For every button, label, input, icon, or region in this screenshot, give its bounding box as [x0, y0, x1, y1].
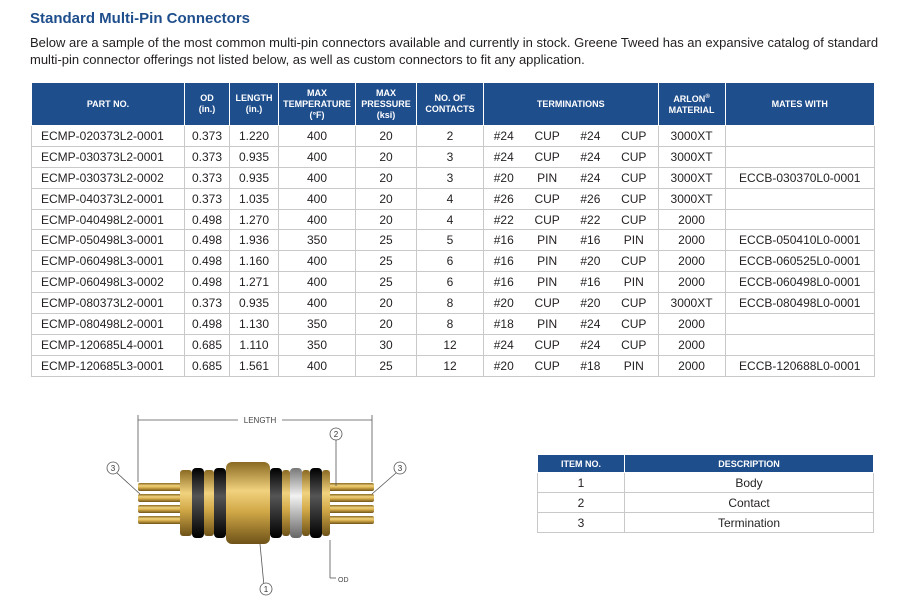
- cell-length: 1.270: [230, 209, 279, 230]
- cell-part-no: ECMP-080498L2-0001: [32, 314, 185, 335]
- cell-mates-with: [725, 334, 874, 355]
- cell-length: 1.936: [230, 230, 279, 251]
- items-row: [538, 513, 874, 533]
- cell-max-pressure: 20: [356, 167, 417, 188]
- cell-part-no: ECMP-120685L4-0001: [32, 334, 185, 355]
- cell-term-1-type: CUP: [524, 209, 571, 230]
- items-cell-desc: Contact: [625, 493, 874, 513]
- cell-term-1-type: CUP: [524, 293, 571, 314]
- cell-term-1-type: CUP: [524, 188, 571, 209]
- callout-1-label: 1: [263, 585, 269, 594]
- connectors-table: [31, 82, 875, 377]
- table-row: [32, 251, 875, 272]
- cell-od: 0.685: [185, 334, 230, 355]
- header-mates-label: MATES WITH: [771, 98, 828, 109]
- cell-max-pressure: 20: [356, 126, 417, 147]
- cell-material: 2000: [658, 230, 725, 251]
- cell-max-temp: 350: [279, 334, 356, 355]
- cell-max-pressure: 30: [356, 334, 417, 355]
- cell-term-1-gauge: #22: [484, 209, 524, 230]
- header-length: [230, 83, 279, 126]
- items-cell-item: 1: [538, 473, 625, 493]
- cell-max-pressure: 20: [356, 209, 417, 230]
- table-row: [32, 293, 875, 314]
- cell-part-no: ECMP-040373L2-0001: [32, 188, 185, 209]
- cell-od: 0.498: [185, 251, 230, 272]
- cell-max-temp: 400: [279, 251, 356, 272]
- cell-contacts: 12: [417, 355, 484, 376]
- header-max-pressure-label2: PRESSURE: [361, 98, 411, 109]
- items-table-body: [538, 473, 874, 533]
- header-max-pressure: [356, 83, 417, 126]
- cell-term-1-type: PIN: [524, 272, 571, 293]
- header-max-temp-unit: (°F): [309, 109, 325, 120]
- cell-mates-with: ECCB-060525L0-0001: [725, 251, 874, 272]
- cell-od: 0.373: [185, 167, 230, 188]
- header-max-temp: [279, 83, 356, 126]
- cell-term-1-type: PIN: [524, 251, 571, 272]
- items-cell-desc: Termination: [625, 513, 874, 533]
- header-material-reg: ®: [705, 94, 710, 100]
- cell-material: 2000: [658, 272, 725, 293]
- cell-max-pressure: 25: [356, 251, 417, 272]
- table-row: [32, 272, 875, 293]
- cell-od: 0.498: [185, 230, 230, 251]
- cell-part-no: ECMP-120685L3-0001: [32, 355, 185, 376]
- cell-mates-with: [725, 188, 874, 209]
- cell-term-2-gauge: #20: [571, 293, 610, 314]
- cell-part-no: ECMP-060498L3-0001: [32, 251, 185, 272]
- cell-term-1-gauge: #20: [484, 355, 524, 376]
- cell-term-2-type: PIN: [610, 272, 658, 293]
- cell-part-no: ECMP-050498L3-0001: [32, 230, 185, 251]
- header-od-unit: (in.): [198, 104, 216, 114]
- od-label: OD: [338, 577, 349, 584]
- cell-max-pressure: 25: [356, 355, 417, 376]
- cell-term-1-gauge: #16: [484, 230, 524, 251]
- cell-contacts: 3: [417, 167, 484, 188]
- cell-term-2-type: CUP: [610, 167, 658, 188]
- cell-term-1-gauge: #20: [484, 167, 524, 188]
- cell-term-1-gauge: #20: [484, 293, 524, 314]
- cell-length: 1.160: [230, 251, 279, 272]
- cell-term-1-gauge: #24: [484, 146, 524, 167]
- cell-length: 1.035: [230, 188, 279, 209]
- od-dimension: [330, 540, 349, 584]
- table-row: [32, 230, 875, 251]
- items-row: [538, 493, 874, 513]
- cell-mates-with: [725, 209, 874, 230]
- cell-contacts: 8: [417, 314, 484, 335]
- header-contacts-label: NO. OF: [434, 93, 466, 103]
- cell-term-1-type: CUP: [524, 146, 571, 167]
- cell-mates-with: ECCB-120688L0-0001: [725, 355, 874, 376]
- cell-term-2-type: PIN: [610, 230, 658, 251]
- header-terminations-label: TERMINATIONS: [536, 98, 605, 109]
- cell-term-1-gauge: #18: [484, 314, 524, 335]
- cell-max-temp: 350: [279, 230, 356, 251]
- cell-max-pressure: 20: [356, 293, 417, 314]
- cell-contacts: 4: [417, 188, 484, 209]
- cell-contacts: 6: [417, 251, 484, 272]
- cell-contacts: 12: [417, 334, 484, 355]
- items-cell-item: 3: [538, 513, 625, 533]
- callout-2: [330, 428, 342, 486]
- cell-length: 1.130: [230, 314, 279, 335]
- cell-contacts: 3: [417, 146, 484, 167]
- cell-material: 2000: [658, 209, 725, 230]
- items-row: [538, 473, 874, 493]
- cell-od: 0.373: [185, 126, 230, 147]
- cell-length: 0.935: [230, 146, 279, 167]
- cell-term-2-type: CUP: [610, 314, 658, 335]
- intro-paragraph: Below are a sample of the most common multi-pin connectors available and currently in stock. Greene Tweed has an expansive catalog of standard multi-pin connector offerings not listed below, as well as custom connectors to fit any application.: [30, 35, 879, 67]
- cell-part-no: ECMP-080373L2-0001: [32, 293, 185, 314]
- header-max-temp-label2: TEMPERATURE: [283, 98, 351, 109]
- header-max-pressure-unit: (ksi): [376, 109, 396, 120]
- cell-term-2-gauge: #16: [571, 230, 610, 251]
- cell-max-temp: 400: [279, 355, 356, 376]
- cell-term-2-type: CUP: [610, 209, 658, 230]
- cell-contacts: 6: [417, 272, 484, 293]
- cell-term-1-type: CUP: [524, 126, 571, 147]
- header-od-label: OD: [200, 93, 214, 103]
- cell-length: 1.220: [230, 126, 279, 147]
- table-row: [32, 188, 875, 209]
- cell-term-2-gauge: #26: [571, 188, 610, 209]
- connector-diagram: [100, 410, 430, 600]
- items-cell-item: 2: [538, 493, 625, 513]
- cell-term-2-gauge: #24: [571, 126, 610, 147]
- cell-length: 1.561: [230, 355, 279, 376]
- cell-term-2-type: CUP: [610, 293, 658, 314]
- cell-mates-with: [725, 314, 874, 335]
- cell-material: 2000: [658, 334, 725, 355]
- cell-length: 0.935: [230, 293, 279, 314]
- connector-body: [180, 462, 330, 544]
- cell-term-1-type: CUP: [524, 334, 571, 355]
- table-row: [32, 209, 875, 230]
- cell-material: 2000: [658, 355, 725, 376]
- cell-max-temp: 400: [279, 293, 356, 314]
- cell-od: 0.373: [185, 188, 230, 209]
- cell-material: 2000: [658, 251, 725, 272]
- connectors-table-body: [32, 126, 875, 377]
- cell-max-temp: 400: [279, 188, 356, 209]
- table-row: [32, 355, 875, 376]
- cell-term-2-type: CUP: [610, 334, 658, 355]
- items-cell-desc: Body: [625, 473, 874, 493]
- cell-length: 0.935: [230, 167, 279, 188]
- header-part-no: [32, 83, 185, 126]
- cell-mates-with: ECCB-080498L0-0001: [725, 293, 874, 314]
- cell-material: 3000XT: [658, 293, 725, 314]
- callout-2-label: 2: [333, 430, 339, 439]
- table-header-row: [32, 83, 875, 126]
- table-row: [32, 314, 875, 335]
- cell-max-temp: 400: [279, 167, 356, 188]
- length-label: LENGTH: [243, 416, 277, 425]
- left-terminations: [138, 483, 184, 524]
- header-max-temp-label: MAX: [307, 87, 327, 98]
- header-material-label: ARLON: [673, 94, 706, 104]
- cell-mates-with: ECCB-030370L0-0001: [725, 167, 874, 188]
- cell-term-2-gauge: #20: [571, 251, 610, 272]
- cell-term-2-type: CUP: [610, 251, 658, 272]
- cell-mates-with: ECCB-050410L0-0001: [725, 230, 874, 251]
- header-max-pressure-label: MAX: [376, 87, 396, 98]
- cell-term-2-gauge: #24: [571, 167, 610, 188]
- cell-mates-with: [725, 126, 874, 147]
- header-terminations: [484, 83, 659, 126]
- cell-part-no: ECMP-060498L3-0002: [32, 272, 185, 293]
- items-header-desc: DESCRIPTION: [625, 455, 874, 473]
- items-table: [537, 454, 874, 533]
- cell-term-1-gauge: #26: [484, 188, 524, 209]
- cell-max-pressure: 20: [356, 314, 417, 335]
- cell-max-temp: 400: [279, 146, 356, 167]
- cell-term-1-gauge: #16: [484, 272, 524, 293]
- cell-term-2-gauge: #24: [571, 314, 610, 335]
- cell-material: 3000XT: [658, 167, 725, 188]
- cell-max-temp: 350: [279, 314, 356, 335]
- cell-od: 0.373: [185, 293, 230, 314]
- cell-term-1-type: PIN: [524, 167, 571, 188]
- cell-term-1-type: PIN: [524, 314, 571, 335]
- cell-term-1-gauge: #24: [484, 126, 524, 147]
- cell-contacts: 5: [417, 230, 484, 251]
- cell-term-2-type: CUP: [610, 188, 658, 209]
- cell-term-1-type: CUP: [524, 355, 571, 376]
- cell-max-pressure: 20: [356, 188, 417, 209]
- cell-term-2-type: CUP: [610, 126, 658, 147]
- cell-term-2-type: CUP: [610, 146, 658, 167]
- cell-part-no: ECMP-030373L2-0001: [32, 146, 185, 167]
- table-row: [32, 146, 875, 167]
- cell-term-2-type: PIN: [610, 355, 658, 376]
- cell-length: 1.110: [230, 334, 279, 355]
- callout-3-left: [107, 462, 140, 494]
- cell-material: 3000XT: [658, 146, 725, 167]
- header-mates-with: [725, 83, 874, 126]
- cell-material: 3000XT: [658, 126, 725, 147]
- header-length-unit: (in.): [245, 104, 263, 114]
- items-header-row: [538, 455, 874, 473]
- cell-term-2-gauge: #18: [571, 355, 610, 376]
- right-terminations: [328, 483, 374, 524]
- cell-mates-with: ECCB-060498L0-0001: [725, 272, 874, 293]
- cell-term-2-gauge: #24: [571, 334, 610, 355]
- cell-contacts: 8: [417, 293, 484, 314]
- header-contacts: [417, 83, 484, 126]
- cell-term-1-type: PIN: [524, 230, 571, 251]
- cell-term-2-gauge: #22: [571, 209, 610, 230]
- cell-od: 0.685: [185, 355, 230, 376]
- header-material: [658, 83, 725, 126]
- cell-length: 1.271: [230, 272, 279, 293]
- cell-od: 0.498: [185, 272, 230, 293]
- cell-term-1-gauge: #24: [484, 334, 524, 355]
- cell-od: 0.498: [185, 209, 230, 230]
- cell-material: 2000: [658, 314, 725, 335]
- items-header-item: ITEM NO.: [538, 455, 625, 473]
- cell-term-1-gauge: #16: [484, 251, 524, 272]
- header-od: [185, 83, 230, 126]
- header-contacts-label2: CONTACTS: [425, 104, 475, 114]
- page-title: Standard Multi-Pin Connectors: [30, 10, 251, 27]
- cell-mates-with: [725, 146, 874, 167]
- table-row: [32, 167, 875, 188]
- header-part-no-label: PART NO.: [86, 98, 130, 109]
- cell-material: 3000XT: [658, 188, 725, 209]
- cell-term-2-gauge: #24: [571, 146, 610, 167]
- cell-max-temp: 400: [279, 272, 356, 293]
- cell-max-pressure: 25: [356, 230, 417, 251]
- cell-max-pressure: 25: [356, 272, 417, 293]
- cell-max-temp: 400: [279, 126, 356, 147]
- cell-max-temp: 400: [279, 209, 356, 230]
- cell-part-no: ECMP-040498L2-0001: [32, 209, 185, 230]
- cell-contacts: 2: [417, 126, 484, 147]
- cell-part-no: ECMP-030373L2-0002: [32, 167, 185, 188]
- callout-3-left-label: 3: [110, 464, 116, 473]
- cell-contacts: 4: [417, 209, 484, 230]
- cell-od: 0.373: [185, 146, 230, 167]
- cell-od: 0.498: [185, 314, 230, 335]
- cell-term-2-gauge: #16: [571, 272, 610, 293]
- callout-3-right-label: 3: [397, 464, 403, 473]
- table-row: [32, 126, 875, 147]
- cell-max-pressure: 20: [356, 146, 417, 167]
- header-length-label: LENGTH: [235, 93, 273, 103]
- callout-3-right: [372, 462, 406, 494]
- callout-1: [260, 544, 272, 595]
- cell-part-no: ECMP-020373L2-0001: [32, 126, 185, 147]
- table-row: [32, 334, 875, 355]
- header-material-label2: MATERIAL: [668, 105, 715, 115]
